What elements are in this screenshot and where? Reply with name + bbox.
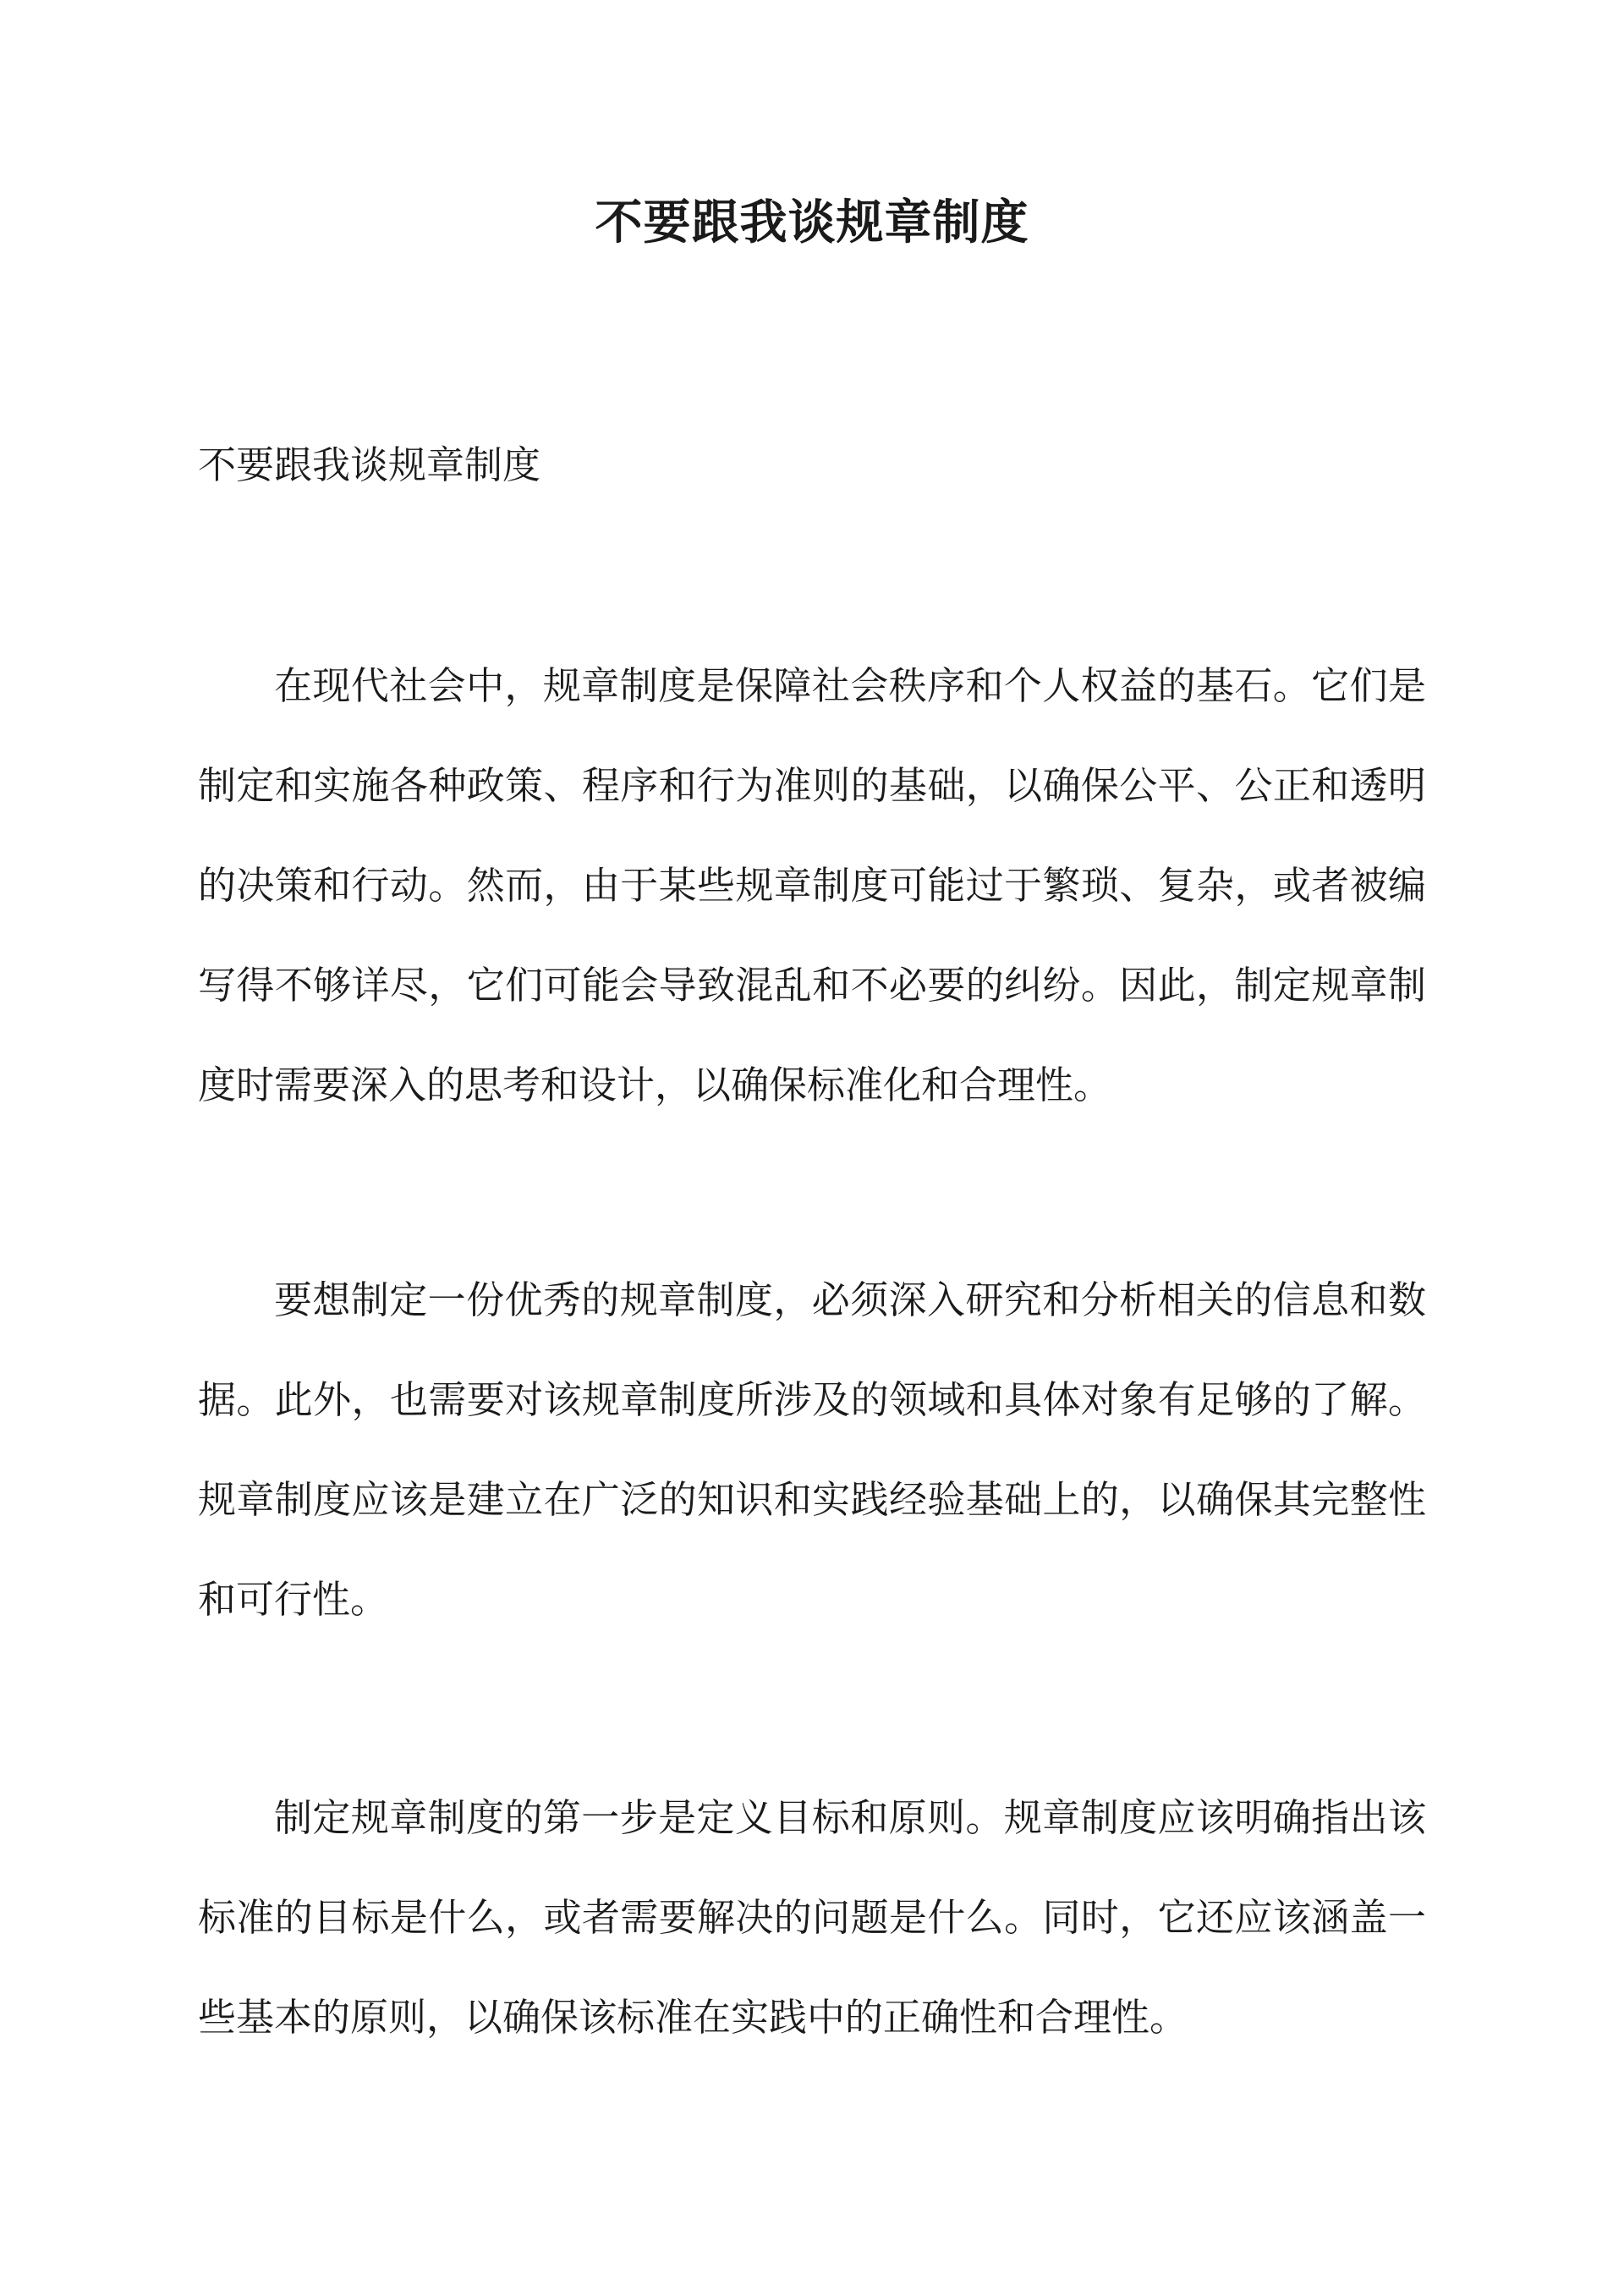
body-paragraph: 在现代社会中，规章制度是保障社会秩序和个人权益的基石。它们是制定和实施各种政策、程序和行为准则的基础，以确保公平、公正和透明的决策和行动。然而，由于某些规章制度可能过于繁琐、复杂，或者被编写得不够详尽，它们可能会导致混乱和不必要的纠纷。因此，制定规章制度时需要深入的思考和设计，以确保标准化和合理性。 xyxy=(198,663,1426,1107)
document-title: 不要跟我谈规章制度 xyxy=(595,195,1029,250)
body-paragraph: 要想制定一份优秀的规章制度，必须深入研究和分析相关的信息和数据。此外，也需要对该规章制度所涉及的领域和具体对象有足够的了解。规章制度应该是建立在广泛的知识和实践经验基础上的，以确保其完整性和可行性。 xyxy=(198,1277,1426,1622)
document-subtitle: 不要跟我谈规章制度 xyxy=(198,442,541,487)
body-paragraph: 制定规章制度的第一步是定义目标和原则。规章制度应该明确指出该标准的目标是什么，或者需要解决的问题是什么。同时，它还应该涵盖一些基本的原则，以确保该标准在实践中的正确性和合理性。 xyxy=(198,1795,1426,2040)
